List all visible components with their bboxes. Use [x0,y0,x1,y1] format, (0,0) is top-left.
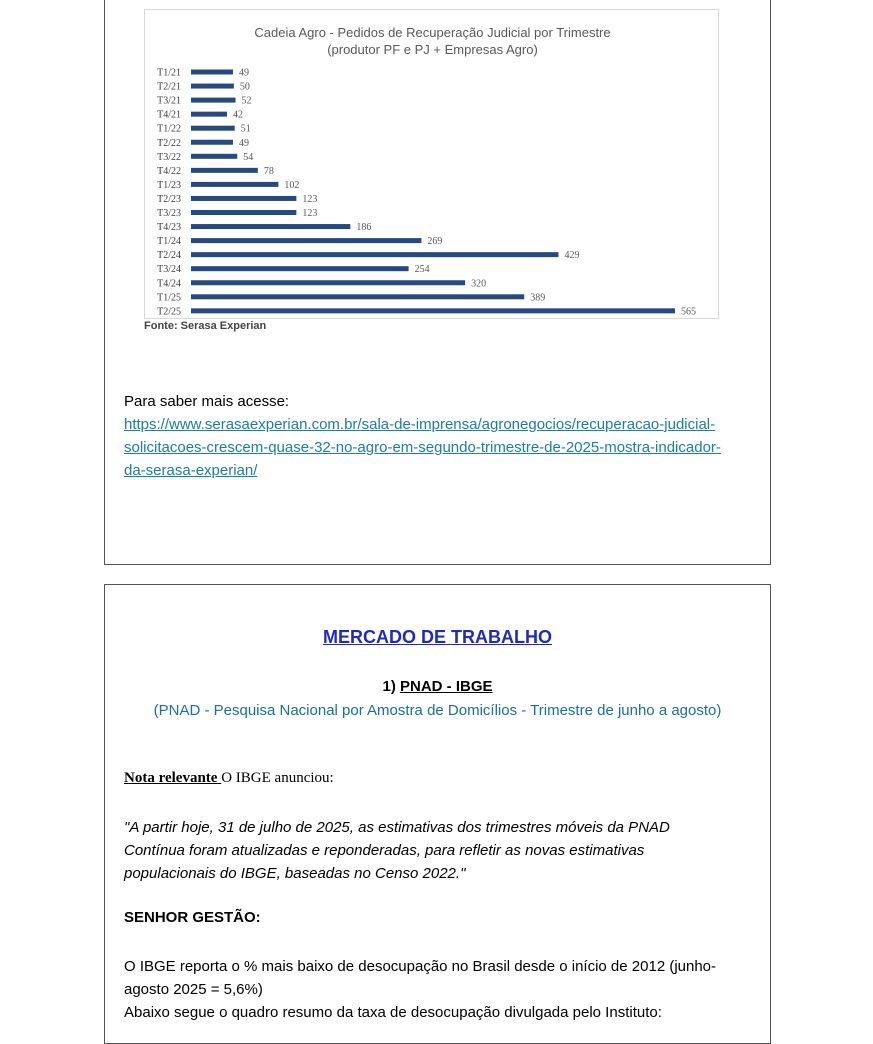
item-title: PNAD - IBGE [400,678,493,695]
value-label: 78 [263,165,274,177]
value-label: 42 [232,109,243,121]
bar [191,112,227,117]
category-label: T2/24 [157,250,181,262]
bar [191,238,421,243]
bar [191,252,558,257]
quote-line: populacionais do IBGE, baseadas no Censo 2022." [124,865,466,882]
value-label: 123 [302,193,318,205]
value-label: 49 [238,67,249,79]
paragraph-line: O IBGE reporta o % mais baixo de desocupação no Brasil desde o início de 2012 (junho- [124,958,717,975]
bar [191,154,237,159]
chart-subtitle: (produtor PF e PJ + Empresas Agro) [327,42,538,57]
quote-line: "A partir hoje, 31 de julho de 2025, as estimativas dos trimestres móveis da PNAD [124,819,670,836]
paragraph-2: Abaixo segue o quadro resumo da taxa de desocupação divulgada pelo Instituto: [124,1004,662,1021]
category-label: T1/23 [157,179,181,191]
bar [191,308,675,313]
category-label: T4/22 [157,165,181,177]
category-label: T2/22 [157,137,181,149]
value-label: 565 [681,306,696,318]
category-label: T2/25 [157,306,181,318]
value-label: 102 [284,179,300,191]
note-text: O IBGE anunciou: [221,770,334,786]
category-label: T3/24 [157,264,181,276]
more-info-link-line-2[interactable]: solicitacoes-crescem-quase-32-no-agro-em-segundo-trimestre-de-2025-mostra-indicador- [124,439,721,456]
quote-line: Contínua foram atualizadas e reponderadas, para refletir as novas estimativas [124,842,645,859]
value-label: 429 [564,250,580,262]
more-info-link-line-3[interactable]: da-serasa-experian/ [124,462,258,479]
category-label: T2/21 [157,81,181,93]
category-label: T3/23 [157,208,181,219]
category-label: T4/24 [157,278,181,290]
category-label: T4/21 [157,109,181,121]
item-number: 1) [382,678,400,695]
value-label: 54 [243,151,254,163]
category-label: T1/25 [157,292,181,304]
category-label: T3/21 [157,95,181,107]
item-description: (PNAD - Pesquisa Nacional por Amostra de Domicílios - Trimestre de junho a agosto) [153,702,722,719]
category-label: T1/21 [157,67,181,79]
quote [124,816,744,885]
section-title: MERCADO DE TRABALHO [323,627,552,647]
chart-source: Fonte: Serasa Experian [144,320,267,332]
value-label: 49 [238,137,249,149]
category-label: T3/22 [157,151,181,163]
more-info-label: Para saber mais acesse: [124,393,290,410]
paragraph [124,955,744,1001]
bar [191,196,296,201]
bar [191,140,233,145]
bar [191,280,465,285]
chart-title: Cadeia Agro - Pedidos de Recuperação Judicial por Trimestre [254,25,611,40]
bar [191,84,234,89]
bar [191,210,296,215]
value-label: 51 [240,123,251,135]
category-label: T2/23 [157,193,181,205]
more-info-link-line-1[interactable]: https://www.serasaexperian.com.br/sala-de-imprensa/agronegocios/recuperacao-judicial- [124,416,716,433]
bar [191,70,233,75]
bar [191,98,236,103]
value-label: 389 [530,292,546,304]
bar [191,224,350,229]
senhor-gestao-heading: SENHOR GESTÃO: [124,909,261,926]
value-label: 269 [427,236,443,248]
category-label: T1/22 [157,123,181,135]
value-label: 186 [356,222,372,234]
paragraph-line: agosto 2025 = 5,6%) [124,981,263,998]
value-label: 50 [239,81,250,93]
note-label: Nota relevante [124,770,222,786]
category-label: T4/23 [157,222,181,234]
category-label: T1/24 [157,236,181,248]
chart-frame [144,9,719,319]
note [124,770,334,787]
value-label: 52 [241,95,252,107]
bar-chart [145,10,720,320]
bar [191,294,524,299]
value-label: 320 [471,278,487,290]
value-label: 254 [414,264,430,276]
item-heading [104,678,771,695]
bar [191,126,235,131]
bar [191,266,409,271]
bar [191,168,258,173]
bar [191,182,278,187]
value-label: 123 [302,208,318,219]
